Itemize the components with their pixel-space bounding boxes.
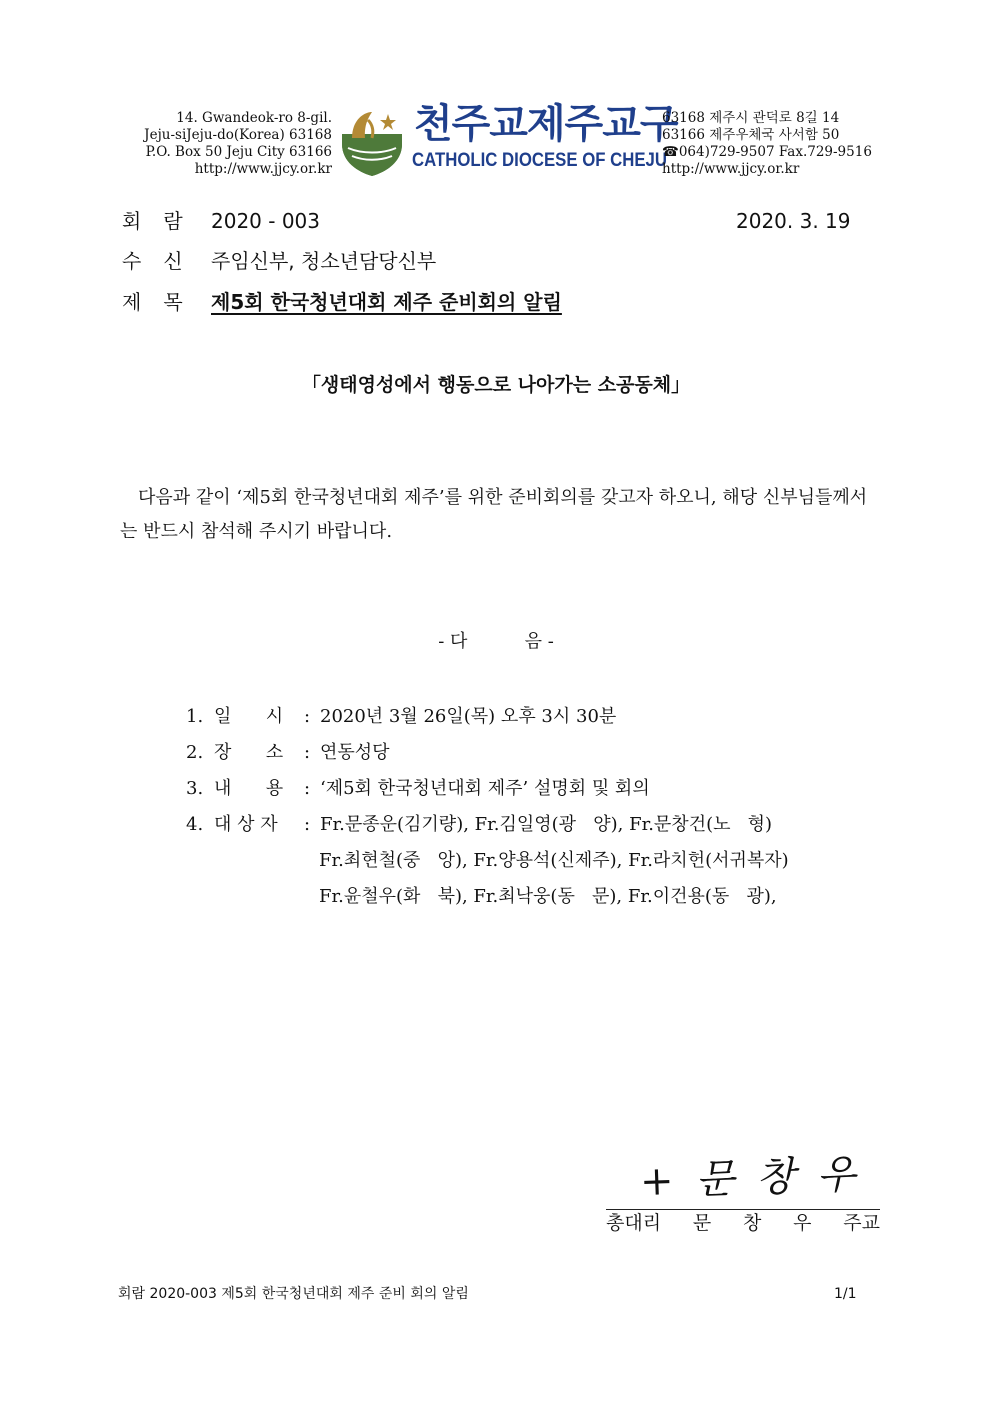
item-key: 내 용 bbox=[214, 778, 284, 799]
signature-line bbox=[606, 1209, 880, 1210]
letterhead-address-en bbox=[118, 110, 332, 178]
address-ko-line: 63166 제주우체국 사서함 50 bbox=[662, 127, 840, 143]
sender-block bbox=[606, 1211, 880, 1235]
organization-name-ko: 천주교제주교구 bbox=[414, 101, 678, 147]
address-en-line: 14. Gwandeok-ro 8-gil. bbox=[176, 110, 332, 126]
doc-number-label: 회람 bbox=[122, 209, 205, 233]
item-key: 대 상 자 bbox=[214, 814, 278, 835]
address-en-line: P.O. Box 50 Jeju City 63166 bbox=[145, 144, 332, 160]
doc-date: 2020. 3. 19 bbox=[736, 209, 851, 233]
organization-name-en: CATHOLIC DIOCESE OF CHEJU bbox=[412, 149, 667, 171]
recipient-label: 수신 bbox=[122, 249, 205, 273]
diocese-logo-icon bbox=[338, 104, 406, 178]
handwritten-signature: +문창우 bbox=[639, 1150, 879, 1206]
sender-name-char: 문 bbox=[692, 1212, 712, 1234]
phone-fax-line: ☎064)729-9507 Fax.729-9516 bbox=[662, 144, 872, 160]
item-colon: : bbox=[304, 814, 311, 835]
letterhead-address-ko bbox=[662, 110, 902, 178]
item-number: 2. bbox=[186, 742, 204, 763]
website-link-en[interactable]: http://www.jjcy.or.kr bbox=[194, 161, 332, 177]
intro-paragraph: 다음과 같이 ‘제5회 한국청년대회 제주’를 위한 준비회의를 갖고자 하오니, 해당 신부님들께서는 반드시 참석해 주시기 바랍니다. bbox=[120, 487, 868, 542]
sender-rank: 주교 bbox=[843, 1212, 880, 1234]
theme-slogan: 「생태영성에서 행동으로 나아가는 소공동체」 bbox=[301, 374, 691, 396]
item-colon: : bbox=[304, 778, 311, 799]
sender-title: 총대리 bbox=[606, 1212, 662, 1234]
item-value: ‘제5회 한국청년대회 제주’ 설명회 및 회의 bbox=[320, 778, 650, 799]
item-colon: : bbox=[304, 706, 311, 727]
subject-label: 제목 bbox=[122, 290, 205, 314]
list-item bbox=[186, 699, 789, 735]
list-item bbox=[186, 807, 789, 843]
item-key: 장 소 bbox=[214, 742, 284, 763]
item-number: 4. bbox=[186, 814, 204, 835]
footer-document-title: 회람 2020-003 제5회 한국청년대회 제주 준비 회의 알림 bbox=[118, 1286, 469, 1302]
subject: 제5회 한국청년대회 제주 준비회의 알림 bbox=[211, 290, 562, 314]
address-ko-line: 63168 제주시 관덕로 8길 14 bbox=[662, 110, 840, 126]
recipient: 주임신부, 청소년담당신부 bbox=[211, 249, 437, 273]
item-value: 연동성당 bbox=[320, 742, 390, 763]
doc-number: 2020 - 003 bbox=[211, 209, 321, 233]
sender-name-char: 창 bbox=[742, 1212, 762, 1234]
item-number: 3. bbox=[186, 778, 204, 799]
item-colon: : bbox=[304, 742, 311, 763]
footer-page-number: 1/1 bbox=[834, 1286, 857, 1302]
website-link-ko[interactable]: http://www.jjcy.or.kr bbox=[662, 161, 800, 177]
attendees-continuation: Fr.윤철우(화 북), Fr.최낙웅(동 문), Fr.이건용(동 광), bbox=[319, 886, 777, 907]
item-key: 일 시 bbox=[214, 706, 284, 727]
sender-name-char: 우 bbox=[793, 1212, 812, 1234]
item-number: 1. bbox=[186, 706, 204, 727]
list-item bbox=[186, 735, 789, 771]
details-list bbox=[186, 699, 789, 915]
section-heading: - 다 음 - bbox=[438, 631, 554, 652]
item-value: Fr.문종운(김기량), Fr.김일영(광 양), Fr.문창건(노 형) bbox=[320, 814, 773, 835]
list-item bbox=[186, 771, 789, 807]
item-value: 2020년 3월 26일(목) 오후 3시 30분 bbox=[320, 706, 617, 727]
address-en-line: Jeju-siJeju-do(Korea) 63168 bbox=[144, 127, 332, 143]
attendees-continuation: Fr.최현철(중 앙), Fr.양용석(신제주), Fr.라치헌(서귀복자) bbox=[319, 850, 789, 871]
